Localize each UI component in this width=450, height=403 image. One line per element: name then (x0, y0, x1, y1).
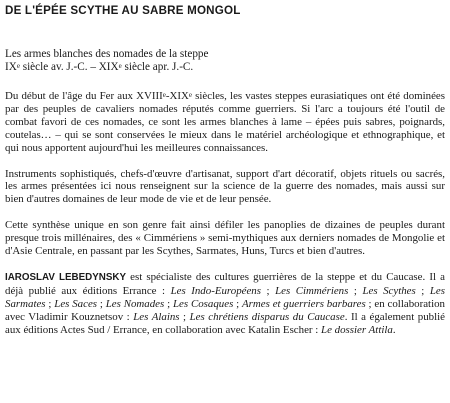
book-ref: Les chrétiens disparus du Caucase (189, 310, 345, 323)
bio-text: ; (415, 284, 430, 297)
bio-text: ; (45, 297, 55, 310)
book-ref: Les Indo-Européens (170, 284, 261, 297)
bio-text: est spécialiste des cultures guerrières de la steppe et du Caucase. Il a déjà publié aux éditions Errance : (5, 270, 445, 297)
book-ref: Armes et guerriers barbares (242, 297, 366, 310)
bio-text: ; (97, 297, 106, 310)
book-subtitle (5, 48, 445, 74)
superscript: e (188, 91, 192, 99)
book-ref: Les Saces (54, 297, 98, 310)
paragraph-instruments: Instruments sophistiqués, chefs-d'œuvre d'artisanat, support d'art décoratif, objets rituels ou sacrés, les armes présentées ici nous renseignent sur la science de la guerre des nomades, mais aussi sur bien d'autres domaines de leur mode de vie et de leur pensée. (5, 167, 445, 206)
subtitle-sup: e (118, 62, 122, 70)
subtitle-century-mid: siècle av. J.-C. – XIX (19, 61, 119, 73)
book-ref: Les Scythes (362, 284, 416, 297)
back-cover-text (5, 4, 445, 337)
paragraph-intro (5, 90, 445, 155)
bio-text: ; (348, 284, 363, 297)
book-title: DE L'ÉPÉE SCYTHE AU SABRE MONGOL (5, 4, 241, 17)
superscript: e (162, 91, 166, 99)
bio-text: ; (233, 297, 243, 310)
book-ref: Les Cosaques (172, 297, 234, 310)
bio-text: ; (261, 284, 276, 297)
subtitle-sup: e (16, 62, 20, 70)
bio-text: . Il a également publié aux éditions Actes Sud / Errance, en collaboration avec Katalin Escher : (5, 310, 445, 336)
paragraph-text: -XIX (165, 90, 189, 102)
bio-text: . (392, 323, 396, 336)
subtitle-line-2 (5, 61, 445, 74)
bio-text: ; (164, 297, 173, 310)
book-ref: Les Sarmates (5, 284, 445, 310)
bio-text: ; (179, 310, 190, 323)
subtitle-line-1: Les armes blanches des nomades de la steppe (5, 48, 209, 60)
subtitle-century-end: siècle apr. J.-C. (121, 61, 194, 73)
paragraph-text: Du début de l'âge du Fer aux XVIII (5, 90, 163, 102)
book-ref: Les Nomades (105, 297, 165, 310)
paragraph-synthesis: Cette synthèse unique en son genre fait ainsi défiler les panoplies de dizaines de peuples durant presque trois millénaires, des « Cimmériens » semi-mythiques aux derniers nomades de Mongolie et d'Asie Centrale, en passant par les Scythes, Sarmates, Huns, Turcs et bien d'autres. (5, 219, 445, 258)
subtitle-century-start: IX (5, 61, 17, 73)
book-ref: Les Alains (133, 310, 180, 323)
book-ref: Le dossier Attila (321, 323, 393, 336)
book-ref: Les Cimmériens (275, 284, 349, 297)
author-bio (5, 271, 445, 337)
paragraph-text: siècles, les vastes steppes eurasiatiques ont été dominées par des peuples de cavaliers nomades réputés comme guerriers. Si l'arc a toujours été l'outil de combat favori de ces nomades, ce sont les armes blanches à lame – épées puis sabres, poignards, coutelas… – qui se sont conservées le mieux dans le matériel archéologique et ethnographique, et qui nous apportent aujourd'hui les meilleures connaissances. (5, 90, 445, 154)
author-name: IAROSLAV LEBEDYNSKY (5, 271, 126, 283)
bio-text: ; en collaboration avec Vladimir Kouznetsov : (5, 297, 445, 323)
